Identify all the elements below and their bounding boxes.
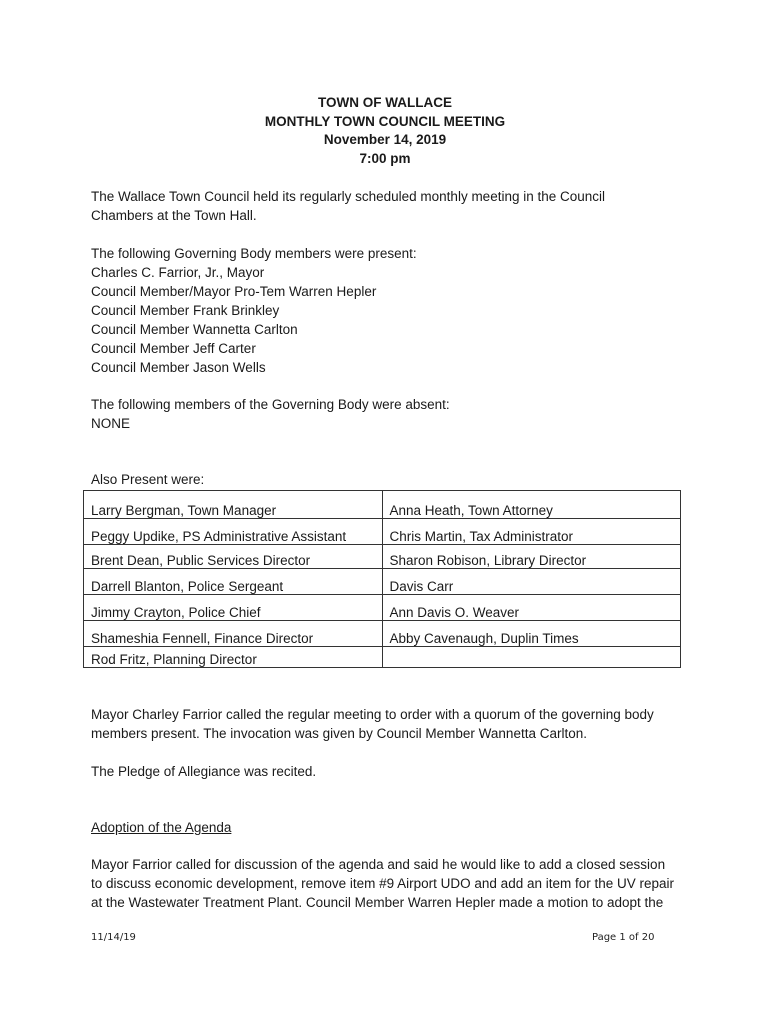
table-cell: Brent Dean, Public Services Director bbox=[84, 545, 383, 569]
agenda-heading-block bbox=[91, 818, 691, 837]
paragraph-line: at the Wastewater Treatment Plant. Council Member Warren Hepler made a motion to adopt the bbox=[91, 895, 664, 910]
agenda-paragraph bbox=[91, 855, 691, 912]
also-present-table bbox=[83, 490, 681, 668]
paragraph-line: Mayor Charley Farrior called the regular meeting to order with a quorum of the governing body bbox=[91, 707, 654, 722]
table-row bbox=[84, 491, 681, 519]
paragraph-line: members present. The invocation was given by Council Member Wannetta Carlton. bbox=[91, 726, 587, 741]
table-cell: Darrell Blanton, Police Sergeant bbox=[84, 569, 383, 595]
intro-line: Chambers at the Town Hall. bbox=[91, 208, 257, 223]
table-cell: Rod Fritz, Planning Director bbox=[84, 647, 383, 668]
meeting-time: 7:00 pm bbox=[359, 150, 411, 166]
paragraph-line: Mayor Farrior called for discussion of the agenda and said he would like to add a closed session bbox=[91, 857, 666, 872]
member-item: Council Member Frank Brinkley bbox=[91, 303, 280, 318]
table-cell: Anna Heath, Town Attorney bbox=[382, 491, 681, 519]
call-to-order-paragraph bbox=[91, 705, 691, 743]
present-members-section bbox=[91, 244, 691, 377]
table-row bbox=[84, 621, 681, 647]
table-row bbox=[84, 519, 681, 545]
agenda-heading: Adoption of the Agenda bbox=[91, 820, 232, 835]
present-heading: The following Governing Body members were present: bbox=[91, 246, 417, 261]
absent-section bbox=[91, 395, 691, 433]
meeting-date: November 14, 2019 bbox=[323, 132, 447, 147]
member-item: Council Member Jeff Carter bbox=[91, 341, 256, 356]
paragraph-line: to discuss economic development, remove item #9 Airport UDO and add an item for the UV repair bbox=[91, 876, 675, 891]
absent-heading: The following members of the Governing Body were absent: bbox=[91, 397, 450, 412]
table-cell bbox=[382, 647, 681, 668]
document-header bbox=[0, 94, 770, 168]
also-present-heading bbox=[91, 470, 691, 489]
table-cell: Ann Davis O. Weaver bbox=[382, 595, 681, 621]
table-cell: Sharon Robison, Library Director bbox=[382, 545, 681, 569]
table-row bbox=[84, 569, 681, 595]
table-cell: Abby Cavenaugh, Duplin Times bbox=[382, 621, 681, 647]
table-row bbox=[84, 545, 681, 569]
intro-paragraph bbox=[91, 187, 691, 225]
meeting-title: MONTHLY TOWN COUNCIL MEETING bbox=[264, 113, 506, 129]
table-cell: Peggy Updike, PS Administrative Assistant bbox=[84, 519, 383, 545]
pledge-paragraph bbox=[91, 762, 691, 781]
table-cell: Chris Martin, Tax Administrator bbox=[382, 519, 681, 545]
also-present-label: Also Present were: bbox=[91, 472, 205, 487]
table-cell: Shameshia Fennell, Finance Director bbox=[84, 621, 383, 647]
footer-date: 11/14/19 bbox=[91, 932, 136, 943]
table-row bbox=[84, 595, 681, 621]
table-cell: Davis Carr bbox=[382, 569, 681, 595]
pledge-text: The Pledge of Allegiance was recited. bbox=[91, 764, 317, 779]
absent-value: NONE bbox=[91, 416, 131, 431]
town-name: TOWN OF WALLACE bbox=[318, 95, 452, 110]
member-item: Council Member Jason Wells bbox=[91, 360, 266, 375]
table-cell: Larry Bergman, Town Manager bbox=[84, 491, 383, 519]
member-item: Charles C. Farrior, Jr., Mayor bbox=[91, 265, 265, 280]
intro-line: The Wallace Town Council held its regularly scheduled monthly meeting in the Council bbox=[91, 189, 606, 204]
member-item: Council Member Wannetta Carlton bbox=[91, 322, 298, 337]
table-row bbox=[84, 647, 681, 668]
page-number: Page 1 of 20 bbox=[592, 932, 655, 943]
member-item: Council Member/Mayor Pro-Tem Warren Hepler bbox=[91, 284, 377, 299]
table-cell: Jimmy Crayton, Police Chief bbox=[84, 595, 383, 621]
